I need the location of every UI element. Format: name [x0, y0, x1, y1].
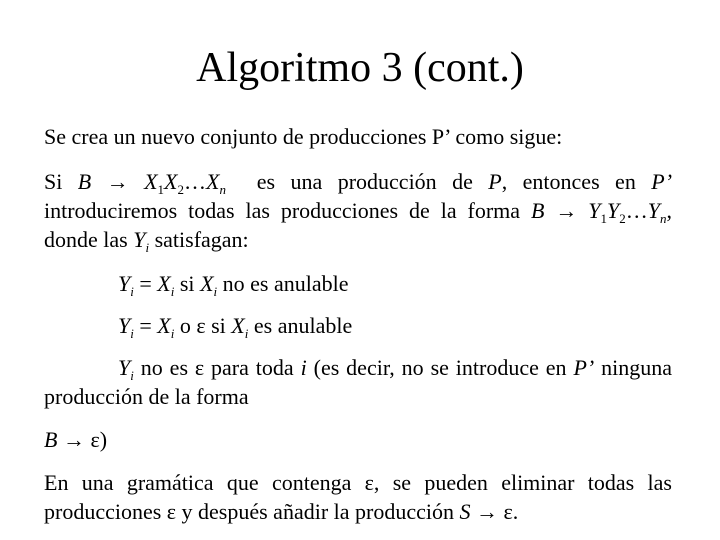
text: , entonces en: [501, 169, 636, 194]
arrow-symbol: →: [555, 198, 578, 223]
symbol-Y: Y: [588, 198, 601, 223]
subscript: 2: [619, 211, 626, 226]
text: introduciremos todas las producciones de la forma: [44, 198, 521, 223]
ellipsis: …: [183, 169, 206, 194]
text: , donde las: [44, 198, 673, 252]
subscript: 1: [600, 211, 608, 226]
symbol-Y: Y: [607, 198, 620, 223]
symbol-X: X: [144, 169, 158, 194]
ellipsis: …: [625, 198, 648, 223]
condition-not-epsilon: $Y_i$ no es ε para toda i (es decir, no se introduce en P’ ninguna producción de la forma: [44, 355, 672, 409]
symbol-X: X: [205, 169, 220, 194]
symbol-X: X: [164, 169, 178, 194]
epsilon-production: B → ε): [44, 427, 108, 452]
text: satisfagan:: [154, 227, 249, 252]
symbol-P-prime: P’: [651, 169, 673, 194]
symbol-Y: Y: [133, 227, 146, 252]
arrow-symbol: →: [106, 169, 129, 194]
paragraph-conclusion: En una gramática que contenga ε, se pueden eliminar todas las producciones ε y después añadir la producción S → ε.: [44, 470, 672, 524]
condition-not-nullable: $Y_i = X_i$ si $X_i$ no es anulable: [118, 271, 349, 299]
paragraph-rule: [44, 167, 672, 254]
subscript: n: [660, 211, 667, 226]
paragraph-intro: Se crea un nuevo conjunto de producciones P’ como sigue:: [44, 124, 563, 149]
subscript: n: [219, 182, 226, 197]
subscript: 1: [157, 182, 165, 197]
slide-title: Algoritmo 3 (cont.): [196, 45, 524, 91]
symbol-P: P: [488, 169, 502, 194]
symbol-B: B: [530, 198, 545, 223]
word: Si: [44, 169, 63, 194]
text: es una producción de: [256, 169, 473, 194]
symbol-B: B: [77, 169, 92, 194]
symbol-Y: Y: [647, 198, 661, 223]
condition-nullable: $Y_i = X_i$ o ε si $X_i$ es anulable: [118, 313, 353, 341]
subscript: i: [145, 240, 150, 255]
subscript: 2: [177, 182, 184, 197]
